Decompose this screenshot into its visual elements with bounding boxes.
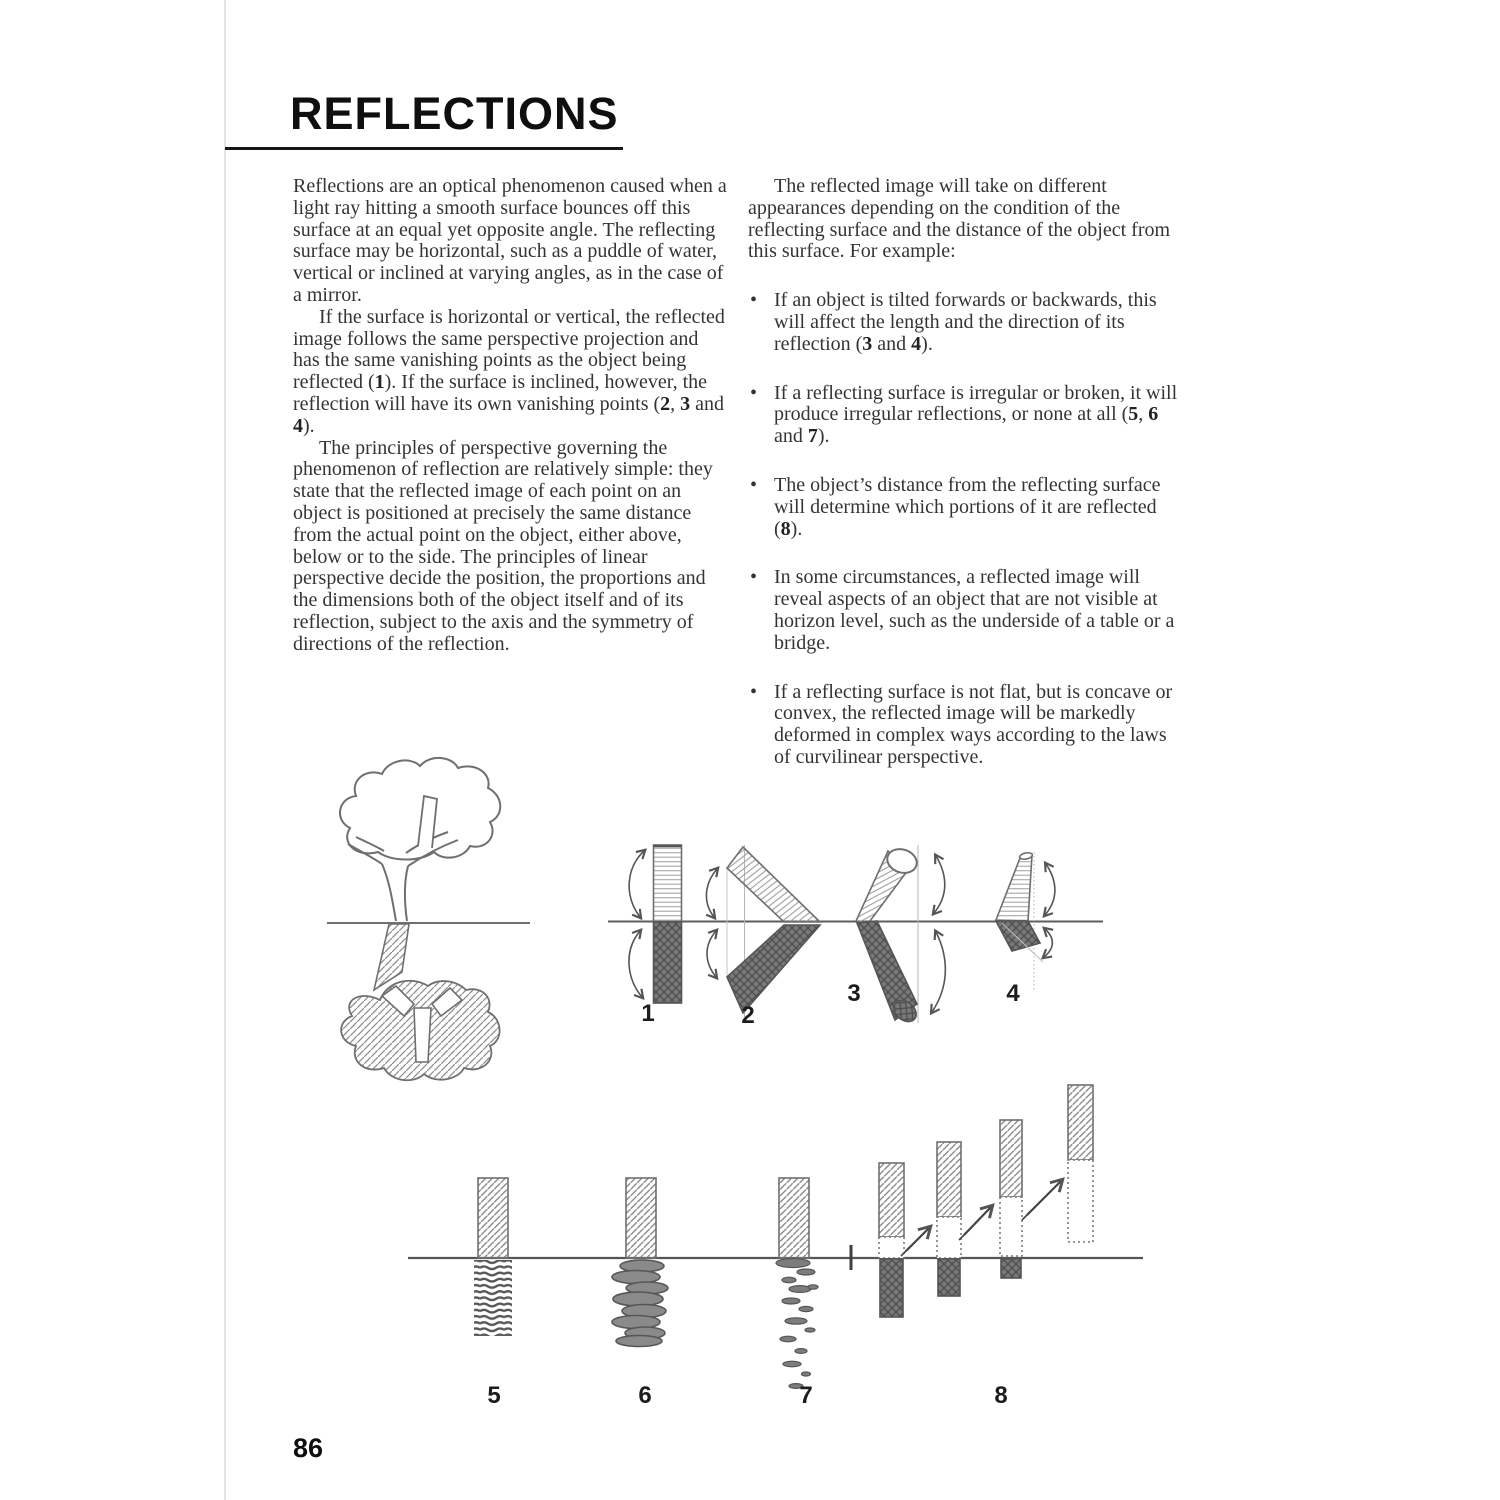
- bullet-marker: •: [750, 289, 758, 312]
- diagram-row-surface: [408, 1085, 1143, 1388]
- figure-6-broken-reflection: [612, 1178, 668, 1347]
- bullet-text: If an object is tilted forwards or backwards, this will affect the length and the direction of its reflection (3 and 4).: [774, 289, 1157, 355]
- bullet-distance: [748, 475, 1184, 540]
- title-rule: [225, 147, 623, 150]
- page-title: REFLECTIONS: [290, 88, 619, 139]
- figure-tree-reflection: [327, 758, 530, 1080]
- bullet-text: The object’s distance from the reflecting surface will determine which portions of it are reflected (8).: [774, 473, 1161, 540]
- bullet-text: In some circumstances, a reflected image will reveal aspects of an object that are not visible at horizon level, such as the underside of a table or a bridge.: [774, 566, 1175, 654]
- page-number: 86: [293, 1433, 324, 1463]
- left-text-column: [293, 176, 729, 656]
- page-scan-edge: [224, 0, 226, 1500]
- bullet-marker: •: [750, 566, 758, 589]
- figure-5-rippled-reflection: [474, 1178, 512, 1336]
- bullet-marker: •: [750, 473, 758, 496]
- bullet-tilted: [748, 290, 1184, 355]
- rise-arrows: [901, 1181, 1061, 1256]
- paragraph-lead: The reflected image will take on different appearances depending on the condition of the reflecting surface and the distance of the object from this surface. For example:: [748, 175, 1171, 263]
- figure-label-1: 1: [641, 1000, 655, 1027]
- bullet-marker: •: [750, 680, 758, 703]
- figure-label-4: 4: [1006, 980, 1020, 1007]
- bullet-text: If a reflecting surface is irregular or broken, it will produce irregular reflections, or none at all (5, 6 and 7).: [774, 381, 1178, 448]
- figure-8-distance-series: [851, 1085, 1093, 1317]
- paragraph-intro: Reflections are an optical phenomenon caused when a light ray hitting a smooth surface bounces off this surface at an equal yet opposite angle. The reflecting surface may be horizontal, such as a puddle of water, vertical or inclined at varying angles, as in the case of a mirror.: [293, 175, 727, 306]
- figure-label-8: 8: [994, 1382, 1008, 1409]
- tree-trunk: [348, 832, 458, 921]
- figure-2-inclined-bar: [706, 845, 820, 1017]
- bullet-text: If a reflecting surface is not flat, but is concave or convex, the reflected image will be markedly deformed in complex ways according to the laws of curvilinear perspective.: [774, 680, 1173, 768]
- tree-stub-branch: [418, 796, 437, 848]
- figure-3-tilted-cylinder: [856, 845, 945, 1026]
- figure-label-3: 3: [847, 980, 861, 1007]
- paragraph-surfaces: If the surface is horizontal or vertical, the reflected image follows the same perspective projection and has the same vanishing points as the object being reflected (1). If the surface is inclined, however, the reflection will have its own vanishing points (2, 3 and 4).: [293, 305, 725, 437]
- bullet-hidden-aspects: [748, 567, 1184, 654]
- figure-label-5: 5: [487, 1382, 501, 1409]
- figure-1-vertical-bar: [629, 845, 682, 1003]
- tree-trunk-reflection: [374, 924, 409, 990]
- bullet-irregular: [748, 383, 1184, 448]
- figure-label-6: 6: [638, 1382, 652, 1409]
- illustrations: [280, 750, 1180, 1440]
- bullet-marker: •: [750, 381, 758, 404]
- right-text-column: [748, 176, 1184, 769]
- figure-label-2: 2: [741, 1002, 755, 1029]
- reflection-stub: [414, 1008, 431, 1062]
- figure-label-7: 7: [799, 1382, 813, 1409]
- figure-7-scattered-reflection: [776, 1178, 818, 1388]
- paragraph-principles: The principles of perspective governing the phenomenon of reflection are relatively simple: they state that the reflected image of each point on an object is positioned at precisely the same distance from the actual point on the object, either above, below or to the side. The principles of linear perspective decide the position, the proportions and the dimensions both of the object itself and of its reflection, subject to the axis and the symmetry of directions of the reflection.: [293, 436, 713, 655]
